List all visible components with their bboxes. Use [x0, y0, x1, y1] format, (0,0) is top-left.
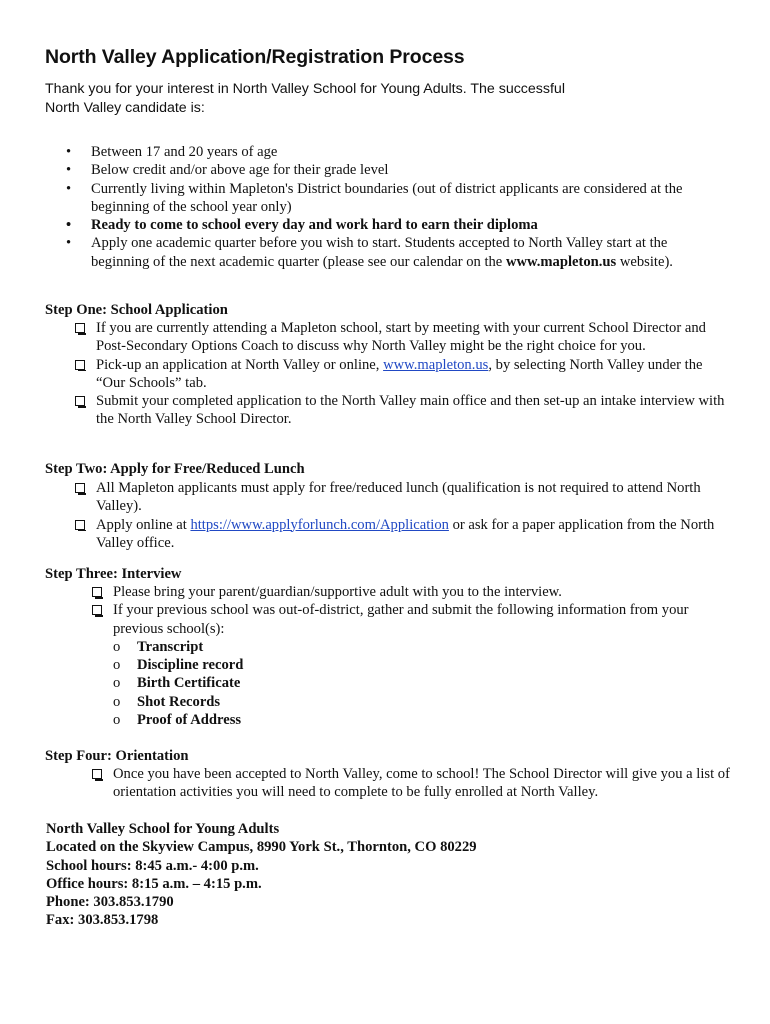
requirement-text: Apply one academic quarter before you wish to start. Students accepted to North Valley start at the beginning of the next academic quarter (please see our calendar on the	[91, 235, 668, 270]
checkbox-icon	[92, 769, 102, 779]
step-one-heading: Step One: School Application	[45, 302, 228, 318]
checklist-item	[75, 392, 735, 429]
bullet-icon: •	[66, 180, 72, 197]
checkbox-icon	[75, 483, 85, 493]
checklist-item	[75, 356, 735, 393]
checklist-item	[92, 765, 732, 802]
checkbox-icon	[75, 360, 85, 370]
checkbox-icon	[92, 587, 102, 597]
requirement-item	[66, 216, 726, 234]
checklist-item	[92, 583, 732, 601]
circle-bullet-icon: o	[113, 675, 121, 692]
document-item	[113, 674, 732, 692]
checkbox-icon	[75, 396, 85, 406]
document-item	[113, 638, 732, 656]
checklist-item	[75, 479, 735, 516]
requirement-item	[66, 161, 726, 179]
checklist-text-end: or ask for a paper application from the North Valley office.	[96, 516, 715, 551]
step-four-heading: Step Four: Orientation	[45, 748, 189, 764]
intro-paragraph	[45, 80, 665, 118]
circle-bullet-icon: o	[113, 712, 121, 729]
document-item	[113, 693, 732, 711]
circle-bullet-icon: o	[113, 657, 121, 674]
checklist-text: Pick-up an application at North Valley or online,	[96, 356, 384, 373]
checklist-text: Once you have been accepted to North Valley, come to school! The School Director will give you a list of orientation activities you will need to complete to be fully enrolled at North Valley.	[113, 766, 730, 801]
checklist-text: Apply online at	[96, 516, 191, 533]
checkbox-icon	[75, 520, 85, 530]
checklist-text: If you are currently attending a Mapleton school, start by meeting with your current School Director and Post-Secondary Options Coach to discuss why North Valley might be the right choice for you.	[96, 320, 706, 355]
checklist-text: Please bring your parent/guardian/supportive adult with you to the interview.	[113, 584, 562, 600]
document-item	[113, 656, 732, 674]
apply-for-lunch-link[interactable]: https://www.applyforlunch.com/Application	[190, 516, 449, 533]
checkbox-icon	[92, 605, 102, 615]
requirements-list	[66, 143, 726, 271]
bullet-icon: •	[66, 235, 72, 252]
step-three-list	[92, 583, 732, 729]
document-label: Discipline record	[137, 657, 244, 674]
bullet-icon: •	[66, 162, 72, 179]
circle-bullet-icon: o	[113, 638, 121, 655]
intro-line-2: North Valley candidate is:	[45, 100, 205, 116]
requirement-text: Ready to come to school every day and work hard to earn their diploma	[91, 217, 538, 234]
checklist-text-end: , by selecting North Valley under the “Our Schools” tab.	[96, 356, 703, 391]
document-label: Birth Certificate	[137, 675, 241, 692]
step-two-heading: Step Two: Apply for Free/Reduced Lunch	[45, 461, 305, 477]
requirement-text: Between 17 and 20 years of age	[91, 144, 278, 160]
requirement-item	[66, 143, 726, 161]
requirement-text: Below credit and/or above age for their grade level	[91, 162, 389, 179]
checklist-item	[75, 516, 735, 553]
document-label: Transcript	[137, 638, 204, 655]
bullet-icon: •	[66, 217, 72, 234]
requirement-text-end: website).	[616, 253, 673, 270]
campus-address: Located on the Skyview Campus, 8990 York St., Thornton, CO 80229	[46, 839, 477, 856]
phone-number: Phone: 303.853.1790	[46, 894, 174, 911]
step-one-list	[75, 319, 735, 429]
bullet-icon: •	[66, 144, 72, 160]
intro-line-1: Thank you for your interest in North Valley School for Young Adults. The successful	[45, 81, 565, 97]
step-four-list	[92, 765, 732, 802]
school-hours: School hours: 8:45 a.m.- 4:00 p.m.	[46, 857, 259, 874]
document-label: Shot Records	[137, 693, 221, 710]
document-label: Proof of Address	[137, 712, 242, 729]
page-title: North Valley Application/Registration Process	[45, 46, 465, 68]
fax-number: Fax: 303.853.1798	[46, 912, 159, 929]
contact-block	[46, 820, 477, 930]
step-three-heading: Step Three: Interview	[45, 566, 182, 582]
mapleton-site-text: www.mapleton.us	[505, 253, 617, 270]
checkbox-icon	[75, 323, 85, 333]
step-two-list	[75, 479, 735, 552]
documents-list	[113, 638, 732, 729]
checklist-text: If your previous school was out-of-district, gather and submit the following information from your previous school(s):	[113, 602, 689, 637]
circle-bullet-icon: o	[113, 693, 121, 710]
checklist-item	[92, 601, 732, 729]
requirement-item	[66, 234, 726, 271]
checklist-item	[75, 319, 735, 356]
office-hours: Office hours: 8:15 a.m. – 4:15 p.m.	[46, 875, 262, 892]
document-item	[113, 711, 732, 729]
requirement-item	[66, 180, 726, 217]
checklist-text: All Mapleton applicants must apply for free/reduced lunch (qualification is not required to attend North Valley).	[96, 480, 701, 515]
requirement-text: Currently living within Mapleton's District boundaries (out of district applicants are considered at the beginning of the school year only)	[91, 180, 683, 215]
school-name: North Valley School for Young Adults	[46, 821, 280, 837]
checklist-text: Submit your completed application to the North Valley main office and then set-up an intake interview with the North Valley School Director.	[96, 393, 725, 428]
mapleton-link[interactable]: www.mapleton.us	[383, 356, 489, 373]
